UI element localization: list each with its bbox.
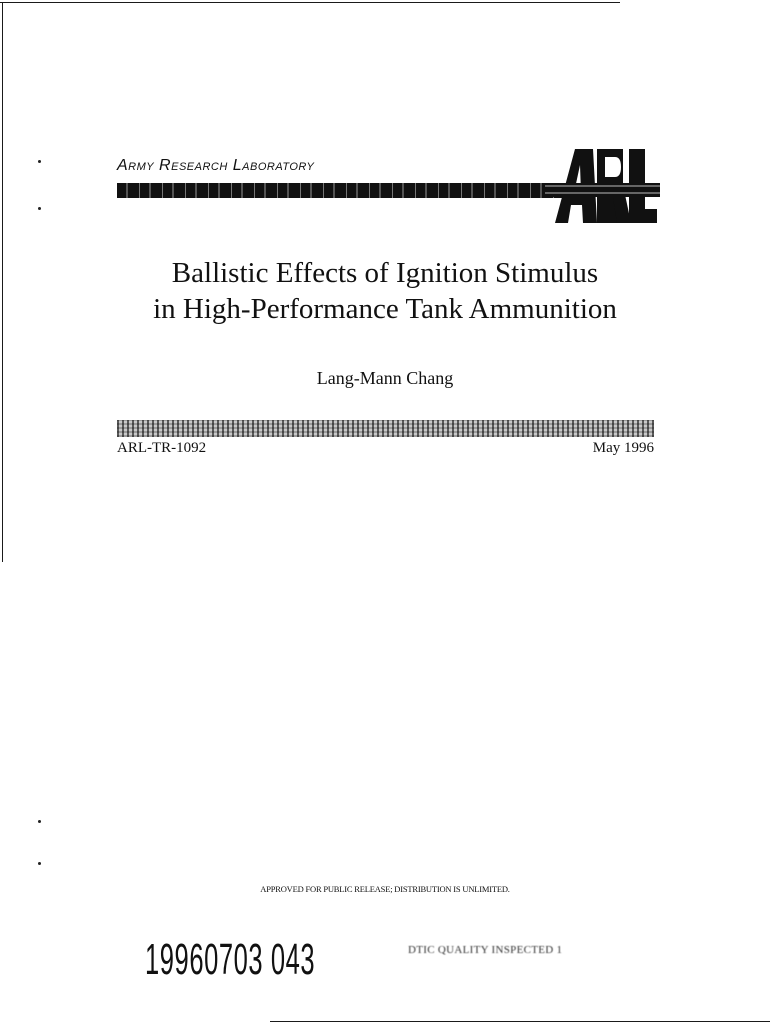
scan-speck bbox=[38, 207, 41, 210]
report-title bbox=[100, 255, 670, 327]
report-title-line: Ballistic Effects of Ignition Stimulus bbox=[171, 257, 599, 289]
report-number: ARL-TR-1092 bbox=[117, 440, 207, 456]
arl-logo bbox=[545, 145, 660, 227]
halftone-rule-bar bbox=[117, 420, 654, 437]
report-date: May 1996 bbox=[592, 440, 654, 456]
scan-edge-top bbox=[0, 2, 620, 3]
scan-edge-bottom bbox=[270, 1021, 770, 1022]
scan-speck bbox=[38, 820, 41, 823]
accession-number: 19960703 043 bbox=[145, 935, 316, 984]
scan-edge-left bbox=[2, 2, 3, 562]
quality-inspection-stamp: DTIC QUALITY INSPECTED 1 bbox=[408, 944, 563, 956]
report-title-line: in High-Performance Tank Ammunition bbox=[153, 293, 617, 325]
distribution-statement: APPROVED FOR PUBLIC RELEASE; DISTRIBUTION IS UNLIMITED. bbox=[260, 884, 510, 894]
scan-speck bbox=[38, 160, 41, 163]
report-author: Lang-Mann Chang bbox=[316, 368, 454, 388]
lab-name: Army Research Laboratory bbox=[117, 157, 315, 174]
scan-speck bbox=[38, 862, 41, 865]
lab-banner-bar bbox=[117, 183, 567, 198]
